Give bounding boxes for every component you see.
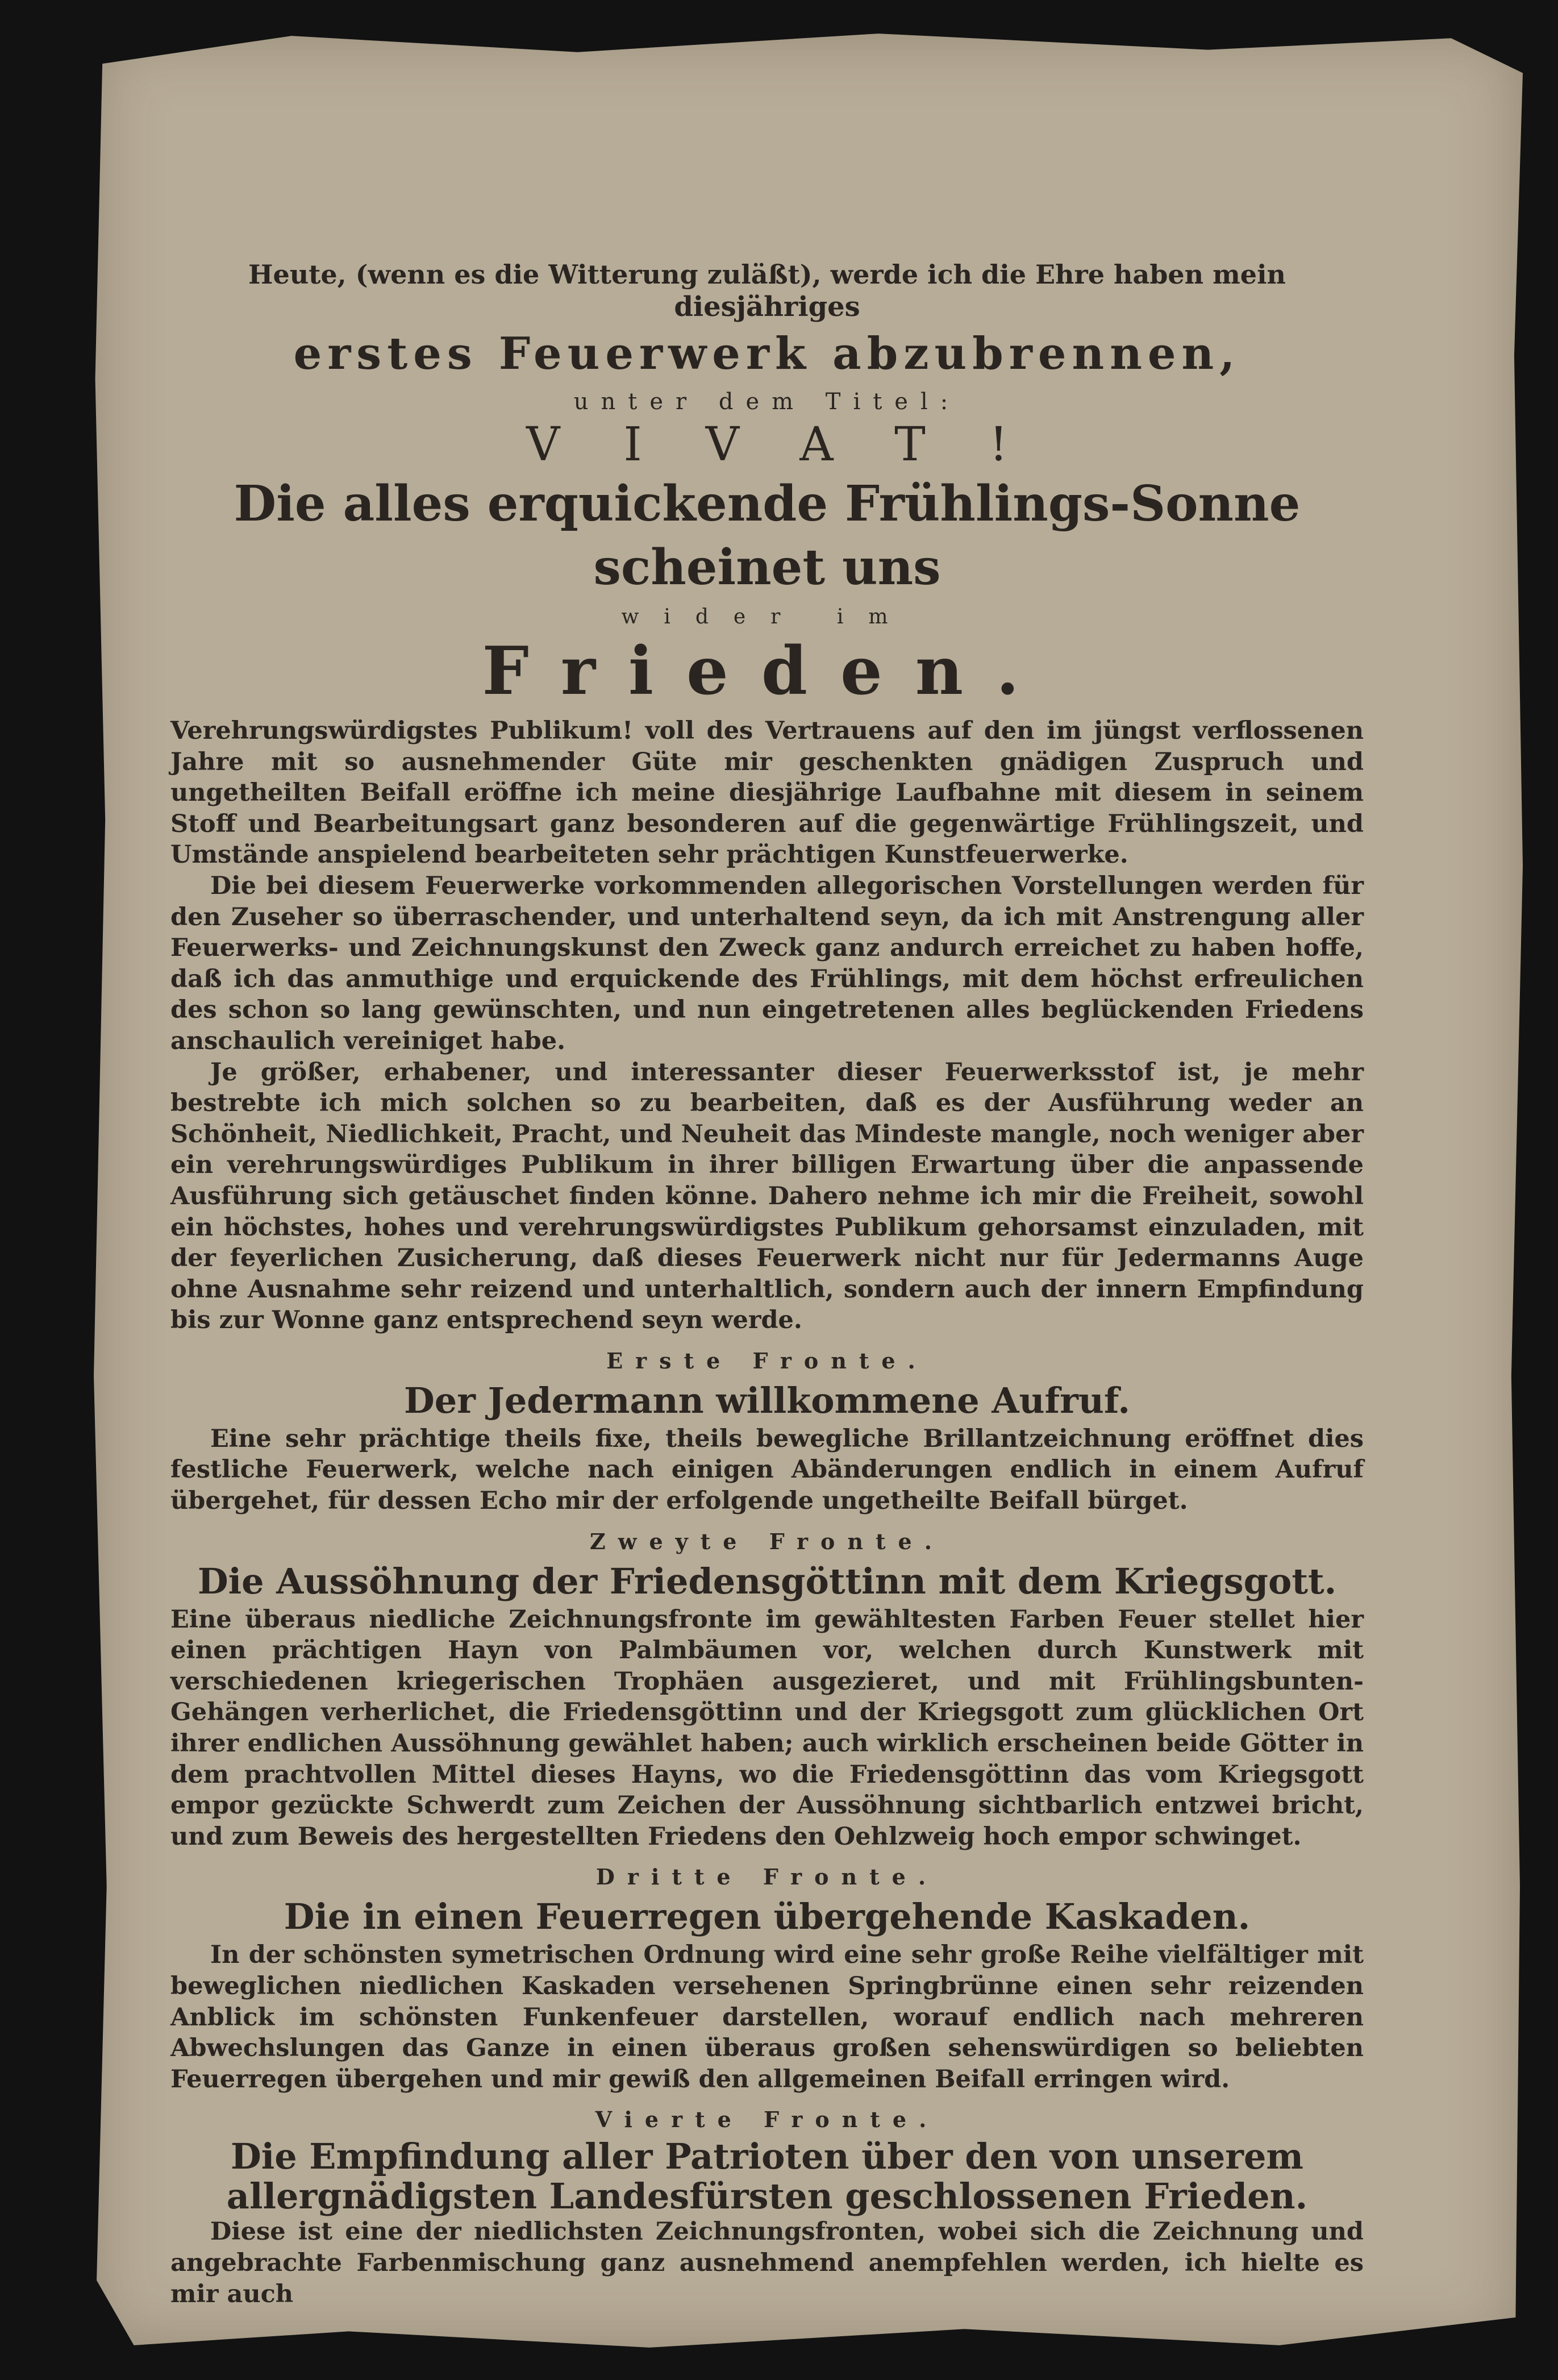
front-1-label: Erste Fronte. (606, 1347, 928, 1374)
front-2-title: Die Aussöhnung der Friedensgöttinn mit dem Kriegsgott. (197, 1560, 1337, 1602)
body-paragraph-1: Verehrungswürdigstes Publikum! voll des Vertrauens auf den im jüngst verflossenen Jahre mit so ausnehmender Güte mir geschenkten gnädigen Zuspruch und ungetheilten Beifall eröffne ich meine diesjährige Laufbahne mit diesem in seinem Stoff und Bearbeitungsart ganz besonderen auf die gegenwärtige Frühlingszeit, und Umstände anspielend bearbeiteten sehr prächtigen Kunstfeuerwerke. (170, 717, 1364, 869)
front-3-text: In der schönsten symetrischen Ordnung wird eine sehr große Reihe vielfältiger mit beweglichen niedlichen Kaskaden versehenen Springbrünne einen sehr reizenden Anblick im schönsten Funkenfeuer darstellen, worauf endlich nach mehreren Abwechslungen das Ganze in einen überaus großen sehenswürdigen so beliebten Feuerregen übergehen und mir gewiß den allgemeinen Beifall erringen wird. (170, 1941, 1364, 2094)
vivat-heading: VIVAT! (526, 418, 1072, 472)
body-paragraph-3: Je größer, erhabener, und interessanter dieser Feuerwerksstof ist, je mehr bestrebte ich mich solchen so zu bearbeiten, daß es der Ausführung weder an Schönheit, Niedlichkeit, Pracht, und Neuheit das Mindeste mangle, noch weniger aber ein verehrungswürdiges Publikum in ihrer billigen Erwartung über die anpassende Ausführung sich getäuschet finden könne. Dahero nehme ich mir die Freiheit, sowohl ein höchstes, hohes und verehrungswürdigstes Publikum gehorsamst einzuladen, mit der feyerlichen Zusicherung, daß dieses Feuerwerk nicht nur für Jedermanns Auge ohne Ausnahme sehr reizend und unterhaltlich, sondern auch der innern Empfindung bis zur Wonne ganz entsprechend seyn werde. (170, 1058, 1364, 1335)
front-1-text: Eine sehr prächtige theils fixe, theils bewegliche Brillantzeichnung eröffnet dies festliche Feuerwerk, welche nach einigen Abänderungen endlich in einem Aufruf übergehet, für dessen Echo mir der erfolgende ungetheilte Beifall bürget. (170, 1424, 1364, 1516)
front-4-title: Die Empfindung aller Patrioten über den von unserem allergnädigsten Landesfürsten geschlossenen Frieden. (226, 2136, 1308, 2217)
intro-line-2: diesjähriges (674, 291, 860, 323)
front-1-title: Der Jedermann willkommene Aufruf. (404, 1379, 1130, 1421)
frieden-heading: Frieden. (482, 633, 1052, 710)
front-4-label: Vierte Fronte. (595, 2107, 939, 2133)
front-2-label: Zweyte Fronte. (590, 1528, 944, 1554)
body-paragraph-2: Die bei diesem Feuerwerke vorkommenden allegorischen Vorstellungen werden für den Zuseher so überraschender, und unterhaltend seyn, da ich mit Anstrengung aller Feuerwerks- und Zeichnungskunst den Zweck ganz andurch erreichet zu haben hoffe, daß ich das anmuthige und erquickende des Frühlings, mit dem höchst erfreulichen des schon so lang gewünschten, und nun eingetretenen alles beglückenden Friedens anschaulich vereiniget habe. (170, 871, 1364, 1055)
front-3-title: Die in einen Feuerregen übergehende Kaskaden. (284, 1896, 1251, 1938)
front-3-label: Dritte Fronte. (595, 1864, 939, 1890)
first-fireworks-heading: erstes Feuerwerk abzubrennen, (293, 328, 1241, 380)
intro-line: Heute, (wenn es die Witterung zuläßt), werde ich die Ehre haben mein (248, 259, 1286, 290)
broadside-text (170, 259, 1364, 2310)
wider-im-label: wider im (621, 605, 913, 629)
under-title-label: unter dem Titel: (573, 389, 961, 415)
front-4-text: Diese ist eine der niedlichsten Zeichnungsfronten, wobei sich die Zeichnung und angebrachte Farbenmischung ganz ausnehmend anempfehlen werden, ich hielte es mir auch (170, 2217, 1364, 2308)
front-2-text: Eine überaus niedliche Zeichnungsfronte im gewähltesten Farben Feuer stellet hier einen prächtigen Hayn von Palmbäumen vor, welchen durch Kunstwerk mit verschiedenen kriegerischen Trophäen ausgezieret, und mit Frühlingsbunten-Gehängen verherlichet, die Friedensgöttinn und der Kriegsgott zum glücklichen Ort ihrer endlichen Aussöhnung gewählet haben; auch wirklich erscheinen beide Götter in dem prachtvollen Mittel dieses Hayns, wo die Friedensgöttinn das vom Kriegsgott empor gezückte Schwerdt zum Zeichen der Aussöhnung sichtbarlich entzwei bricht, und zum Beweis des hergestellten Friedens den Oehlzweig hoch empor schwinget. (170, 1605, 1364, 1851)
main-title: Die alles erquickende Frühlings-Sonne scheinet uns (234, 475, 1301, 596)
